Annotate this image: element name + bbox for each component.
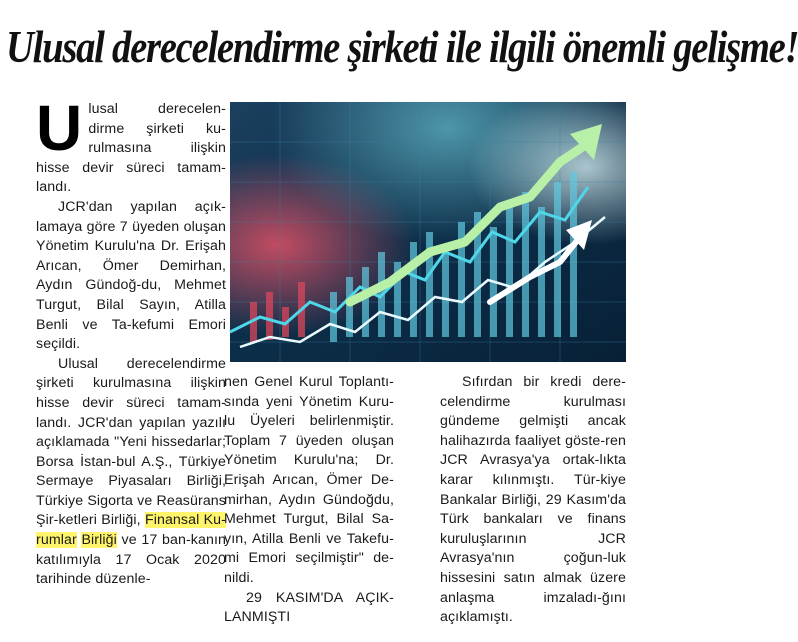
column-1 [36, 92, 226, 590]
drop-cap: U [36, 92, 83, 164]
stock-chart-graphic [230, 102, 626, 362]
paragraph-text: Ulusal derecelendirme şirketi kurulmasına ilişkin hisse devir süreci tamam-landı. JCR'dan yapılan yazılı açıklamada "Yeni hissedarlar; Borsa İstan-bul A.Ş., Türkiye Sermaye Piyasaları Birliği, Türkiye Sigorta ve Reasürans Şir-ketleri Birliği, [36, 355, 226, 529]
lead-text: lusal derecelen-dirme şirketi ku-rulmasına ilişkin hisse devir süreci tamam-landı. [36, 101, 226, 196]
headline: Ulusal derecelendirme şirketi ile ilgili önemli gelişme! [6, 21, 798, 72]
paragraph-board: JCR'dan yapılan açık-lamaya göre 7 üyeden oluşan Yönetim Kurulu'na Dr. Erişah Arıcan, Ömer Demirhan, Aydın Gündoğ-du, Mehmet Turgut, Bilal Sayın, Atilla Benli ve Ta-kefumi Emori seçildi. [36, 198, 226, 353]
stock-chart-illustration [230, 102, 626, 362]
column-3 [440, 373, 626, 628]
paragraph-general-assembly: nen Genel Kurul Toplantı-sında yeni Yönetim Kuru-lu Üyeleri belirlenmiştir. Toplam 7 üyeden oluşan Yönetim Kurulu'na; Dr. Erişah Arıcan, Ömer De-mirhan, Aydın Gündoğdu, Mehmet Turgut, Bilal Sa-yın, Atilla Benli ve Takefu-mi Emori seçilmiştir" de-nildi. [224, 374, 394, 586]
lead-paragraph [36, 92, 226, 198]
column-2 [224, 373, 394, 628]
paragraph-shareholders [36, 355, 226, 590]
highlighted-text: Birliği [81, 532, 117, 549]
highlighted-text: Finansal Ku-rumlar [36, 512, 226, 549]
paragraph-text: ve 17 ban-kanın katılımıyla 17 Ocak 2020 tarihinde düzenle- [36, 532, 226, 588]
paragraph-jcr-avrasya: Sıfırdan bir kredi dere-celendirme kurulması gündeme gelmişti ancak halihazırda faaliyet göste-ren JCR Avrasya'ya ortak-lıkta karar kılınmıştı. Tür-kiye Bankalar Birliği, 29 Kasım'da Türk bankaları ve finans kuruluşlarının JCR Avrasya'nın çoğun-luk hissesini satın almak üzere anlaşma imzaladı-ğını açıklamıştı. [440, 374, 626, 626]
subheading: 29 KASIM'DA AÇIK-LANMIŞTI [224, 589, 394, 626]
